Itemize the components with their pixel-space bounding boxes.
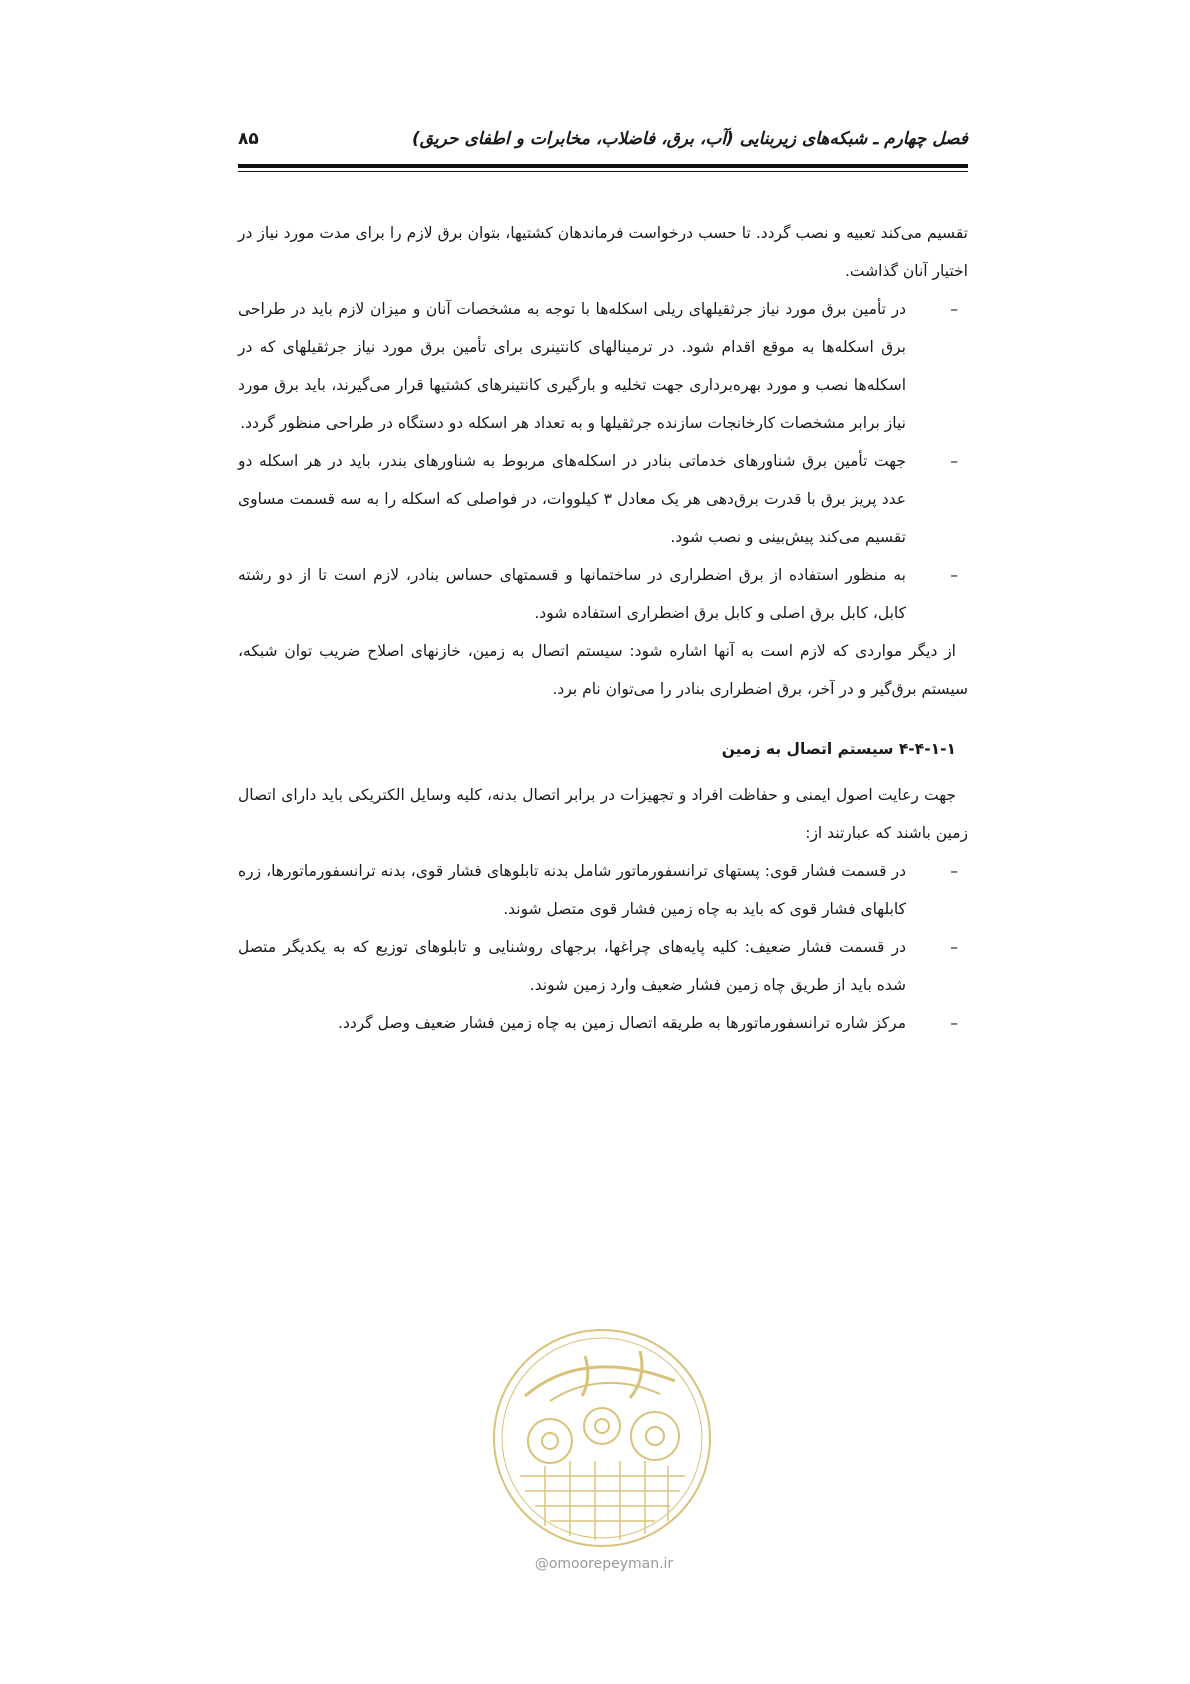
bullet-text: مرکز شاره ترانسفورماتورها به طریقه اتصال زمین به چاه زمین فشار ضعیف وصل گردد. [338, 1014, 906, 1032]
bullet-item [238, 290, 968, 442]
bullet-text: جهت تأمین برق شناورهای خدماتی بنادر در اسکله‌های مربوط به شناورهای بندر، باید در هر اسکله دو عدد پریز برق با قدرت برق‌دهی هر یک معادل ۳ کیلووات، در فواصلی که اسکله را به سه قسمت مساوی تقسیم می‌کند پیش‌بینی و نصب شود. [238, 452, 906, 546]
bullet-dash: – [950, 300, 958, 318]
chapter-title: فصل چهارم ـ شبکه‌های زیربنایی (آب، برق، فاضلاب، مخابرات و اطفای حریق) [411, 129, 968, 149]
bullet-item [238, 442, 968, 556]
bullet-item [238, 928, 968, 1004]
bullet-item [238, 556, 968, 632]
bullet-dash: – [950, 938, 958, 956]
paragraph: از دیگر مواردی که لازم است به آنها اشاره شود: سیستم اتصال به زمین، خازنهای اصلاح ضریب توان شبکه، سیستم برق‌گیر و در آخر، برق اضطراری بنادر را می‌توان نام برد. [238, 642, 968, 698]
bullet-text: در قسمت فشار قوی: پستهای ترانسفورماتور شامل بدنه تابلوهای فشار قوی، بدنه ترانسفورماتورها، زره کابلهای فشار قوی که باید به چاه زمین فشار قوی متصل شوند. [238, 862, 906, 918]
header-rule-thick [238, 164, 968, 168]
bullet-text: در قسمت فشار ضعیف: کلیه پایه‌های چراغها، برجهای روشنایی و تابلوهای توزیع که به یکدیگر متصل شده باید از طریق چاه زمین فشار ضعیف وارد زمین شوند. [238, 938, 906, 994]
paragraph: جهت رعایت اصول ایمنی و حفاظت افراد و تجهیزات در برابر اتصال بدنه، کلیه وسایل الکتریکی باید دارای اتصال زمین باشند که عبارتند از: [238, 786, 968, 842]
section-heading: ۴-۴-۱-۱ سیستم اتصال به زمین [721, 740, 956, 758]
paragraph-continued: تقسیم می‌کند تعبیه و نصب گردد. تا حسب درخواست فرماندهان کشتیها، بتوان برق لازم را برای مدت مورد نیاز در اختیار آنان گذاشت. [238, 224, 968, 280]
watermark-seal-logo [490, 1326, 715, 1551]
bullet-dash: – [950, 566, 958, 584]
bullet-item [238, 1004, 968, 1042]
bullet-text: به منظور استفاده از برق اضطراری در ساختمانها و قسمتهای حساس بنادر، لازم است تا از دو رشته کابل، کابل برق اصلی و کابل برق اضطراری استفاده شود. [238, 566, 906, 622]
bullet-text: در تأمین برق مورد نیاز جرثقیلهای ریلی اسکله‌ها با توجه به مشخصات آنان و میزان لازم باید در طراحی برق اسکله‌ها به موقع اقدام شود. در ترمینالهای کانتینری برای تأمین برق مورد نیاز جرثقیلهای که در اسکله‌ها نصب و مورد بهره‌برداری جهت تخلیه و بارگیری کانتینرهای کشتیها قرار می‌گیرند، باید برق مورد نیاز برابر مشخصات کارخانجات سازنده جرثقیلها و به تعداد هر اسکله دو دستگاه در طراحی منظور گردد. [238, 300, 906, 432]
bullet-item [238, 852, 968, 928]
page-number: ۸۵ [238, 129, 259, 149]
page-header [238, 125, 968, 165]
header-rule-thin [238, 171, 968, 172]
bullet-dash: – [950, 862, 958, 880]
bullet-dash: – [950, 1014, 958, 1032]
watermark-caption: @omoorepeyman.ir [534, 1556, 674, 1572]
bullet-dash: – [950, 452, 958, 470]
page-body [238, 214, 968, 1042]
